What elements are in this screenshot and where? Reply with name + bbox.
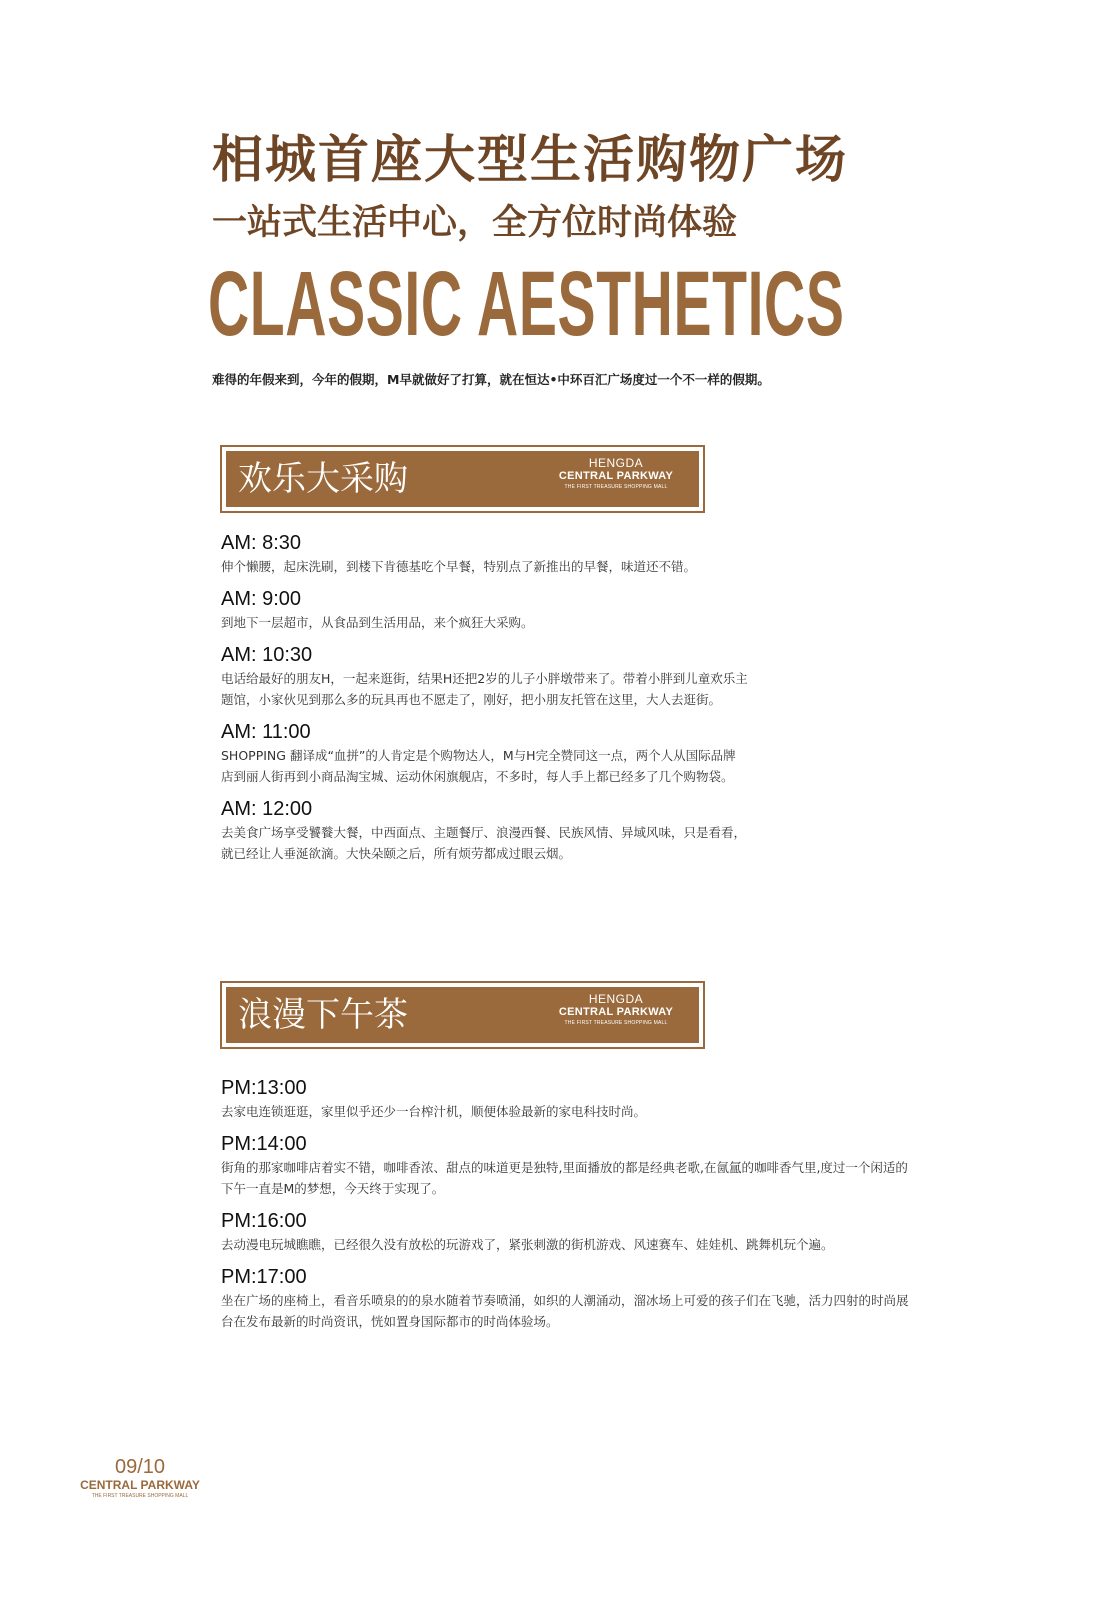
entry-description: 伸个懒腰，起床洗刷，到楼下肯德基吃个早餐，特别点了新推出的早餐，味道还不错。 bbox=[221, 559, 697, 574]
entry-description: 去美食广场享受饕餮大餐，中西面点、主题餐厅、浪漫西餐、民族风情、异域风味，只是看看， 就已经让人垂涎欲滴。大快朵颐之后，所有烦劳都成过眼云烟。 bbox=[221, 825, 747, 861]
english-title: CLASSIC AESTHETICS bbox=[208, 253, 845, 355]
brand-line1: HENGDA bbox=[588, 992, 644, 1006]
entry-time: PM:13:00 bbox=[221, 1077, 307, 1099]
page-title: 相城首座大型生活购物广场 bbox=[212, 131, 849, 190]
entry-time: PM:14:00 bbox=[221, 1133, 307, 1155]
footer-logo bbox=[70, 1456, 210, 1500]
schedule-entry bbox=[221, 720, 748, 787]
section-title: 欢乐大采购 bbox=[238, 459, 408, 499]
brand-line3: THE FIRST TREASURE SHOPPING MALL bbox=[564, 1020, 668, 1026]
entry-time: AM: 11:00 bbox=[221, 721, 311, 743]
page-subtitle: 一站式生活中心，全方位时尚体验 bbox=[212, 203, 738, 243]
section-banner-afternoon bbox=[220, 981, 705, 1049]
section-banner-shopping bbox=[220, 445, 705, 513]
brand-line2: CENTRAL PARKWAY bbox=[558, 470, 674, 482]
brand-line1: HENGDA bbox=[588, 456, 644, 470]
schedule-entry bbox=[221, 1265, 909, 1332]
brand-line2: CENTRAL PARKWAY bbox=[558, 1006, 674, 1018]
entry-description: 街角的那家咖啡店着实不错，咖啡香浓、甜点的味道更是独特,里面播放的都是经典老歌,在氤氲的咖啡香气里,度过一个闲适的 下午一直是M的梦想，今天终于实现了。 bbox=[221, 1160, 908, 1196]
entry-time: PM:16:00 bbox=[221, 1210, 307, 1232]
intro-text: 难得的年假来到，今年的假期，M早就做好了打算，就在恒达•中环百汇广场度过一个不一样的假期。 bbox=[212, 372, 770, 387]
entry-description: 坐在广场的座椅上，看音乐喷泉的的泉水随着节奏喷涌，如织的人潮涌动，溜冰场上可爱的孩子们在飞驰，活力四射的时尚展 台在发布最新的时尚资讯，恍如置身国际都市的时尚体验场。 bbox=[221, 1293, 909, 1329]
schedule-entry bbox=[221, 531, 748, 577]
entry-time: AM: 10:30 bbox=[221, 644, 313, 666]
schedule-entry bbox=[221, 797, 748, 864]
schedule-entry bbox=[221, 643, 748, 710]
banner-fill bbox=[226, 451, 699, 507]
entry-description: 到地下一层超市，从食品到生活用品，来个疯狂大采购。 bbox=[221, 615, 534, 630]
entry-time: AM: 12:00 bbox=[221, 798, 313, 820]
schedule-list-morning bbox=[221, 531, 748, 874]
entry-description: 电话给最好的朋友H，一起来逛街，结果H还把2岁的儿子小胖墩带来了。带着小胖到儿童欢乐主 题馆，小家伙见到那么多的玩具再也不愿走了，刚好，把小朋友托管在这里，大人去逛街。 bbox=[221, 671, 748, 707]
entry-time: AM: 9:00 bbox=[221, 588, 302, 610]
schedule-list-afternoon bbox=[221, 1076, 909, 1342]
entry-description: 去家电连锁逛逛，家里似乎还少一台榨汁机，顺便体验最新的家电科技时尚。 bbox=[221, 1104, 647, 1119]
entry-description: SHOPPING 翻译成“血拼”的人肯定是个购物达人，M与H完全赞同这一点，两个人从国际品牌 店到丽人街再到小商品淘宝城、运动休闲旗舰店，不多时，每人手上都已经多了几个购物袋。 bbox=[221, 748, 736, 784]
banner-fill bbox=[226, 987, 699, 1043]
schedule-entry bbox=[221, 587, 748, 633]
brand-logo bbox=[551, 993, 681, 1027]
brand-logo bbox=[551, 457, 681, 491]
schedule-entry bbox=[221, 1076, 909, 1122]
entry-description: 去动漫电玩城瞧瞧，已经很久没有放松的玩游戏了，紧张刺激的街机游戏、风速赛车、娃娃机、跳舞机玩个遍。 bbox=[221, 1237, 834, 1252]
page-number: 09/10 bbox=[114, 1456, 166, 1478]
schedule-entry bbox=[221, 1132, 909, 1199]
schedule-entry bbox=[221, 1209, 909, 1255]
section-title: 浪漫下午茶 bbox=[238, 995, 408, 1035]
footer-brand: CENTRAL PARKWAY bbox=[80, 1478, 200, 1492]
brand-line3: THE FIRST TREASURE SHOPPING MALL bbox=[564, 484, 668, 490]
entry-time: PM:17:00 bbox=[221, 1266, 307, 1288]
footer-tagline: THE FIRST TREASURE SHOPPING MALL bbox=[91, 1493, 189, 1499]
entry-time: AM: 8:30 bbox=[221, 532, 302, 554]
